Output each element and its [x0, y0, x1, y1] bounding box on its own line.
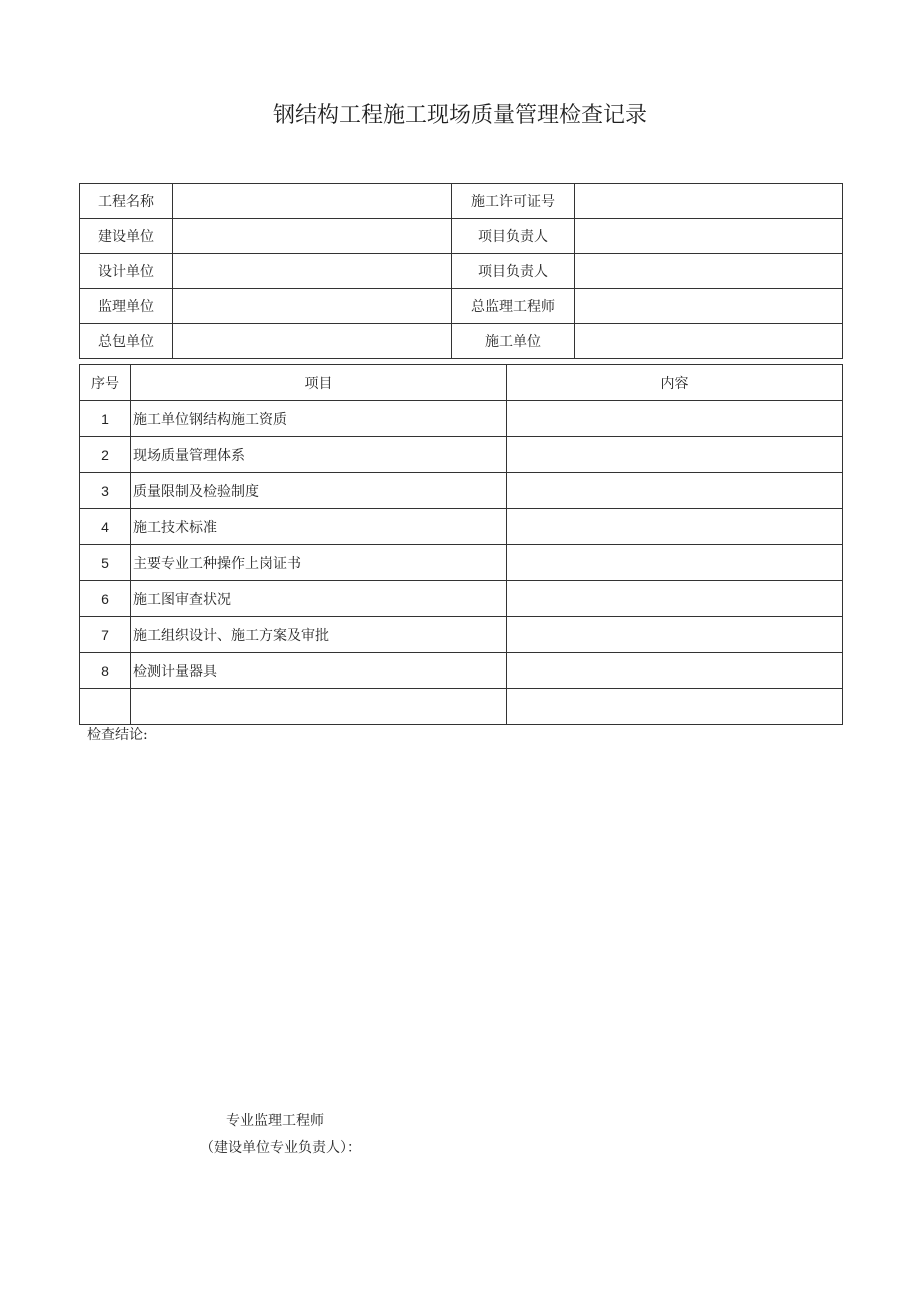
- items-header-row: [80, 365, 843, 401]
- info-value-secondary-field[interactable]: [575, 289, 843, 324]
- info-label-secondary: 施工单位: [452, 324, 575, 359]
- info-label: 设计单位: [80, 254, 173, 289]
- info-label-secondary: 总监理工程师: [452, 289, 575, 324]
- table-row: [80, 437, 843, 473]
- info-value-field[interactable]: [173, 254, 452, 289]
- row-item: 施工组织设计、施工方案及审批: [131, 617, 507, 653]
- table-row: [80, 581, 843, 617]
- row-seq: [80, 689, 131, 725]
- check-items-table: [79, 364, 843, 725]
- info-label: 监理单位: [80, 289, 173, 324]
- row-content-field[interactable]: [507, 473, 843, 509]
- info-label: 总包单位: [80, 324, 173, 359]
- header-seq: 序号: [80, 365, 131, 401]
- info-label: 工程名称: [80, 184, 173, 219]
- info-value-secondary-field[interactable]: [575, 324, 843, 359]
- info-value-secondary-field[interactable]: [575, 254, 843, 289]
- table-row: [80, 689, 843, 725]
- project-info-table: [79, 183, 843, 359]
- info-label: 建设单位: [80, 219, 173, 254]
- info-label-secondary: 项目负责人: [452, 219, 575, 254]
- row-seq: 5: [80, 545, 131, 581]
- info-value-field[interactable]: [173, 219, 452, 254]
- row-seq: 6: [80, 581, 131, 617]
- row-item: 现场质量管理体系: [131, 437, 507, 473]
- row-seq: 2: [80, 437, 131, 473]
- row-content-field[interactable]: [507, 401, 843, 437]
- signature-title: 专业监理工程师: [226, 1113, 324, 1129]
- signature-subtitle: （建设单位专业负责人）：: [200, 1140, 361, 1156]
- info-row: [80, 184, 843, 219]
- conclusion-label: 检查结论:: [87, 727, 148, 743]
- row-seq: 7: [80, 617, 131, 653]
- row-item: 施工单位钢结构施工资质: [131, 401, 507, 437]
- row-item: 质量限制及检验制度: [131, 473, 507, 509]
- info-value-secondary-field[interactable]: [575, 184, 843, 219]
- info-value-field[interactable]: [173, 289, 452, 324]
- info-label-secondary: 项目负责人: [452, 254, 575, 289]
- row-content-field[interactable]: [507, 689, 843, 725]
- info-row: [80, 324, 843, 359]
- info-label-secondary: 施工许可证号: [452, 184, 575, 219]
- row-content-field[interactable]: [507, 653, 843, 689]
- row-seq: 8: [80, 653, 131, 689]
- row-content-field[interactable]: [507, 509, 843, 545]
- table-row: [80, 653, 843, 689]
- row-seq: 4: [80, 509, 131, 545]
- info-value-secondary-field[interactable]: [575, 219, 843, 254]
- row-item: 主要专业工种操作上岗证书: [131, 545, 507, 581]
- info-row: [80, 254, 843, 289]
- row-seq: 3: [80, 473, 131, 509]
- row-item: [131, 689, 507, 725]
- info-row: [80, 219, 843, 254]
- info-value-field[interactable]: [173, 324, 452, 359]
- info-value-field[interactable]: [173, 184, 452, 219]
- row-item: 检测计量器具: [131, 653, 507, 689]
- table-row: [80, 545, 843, 581]
- row-content-field[interactable]: [507, 437, 843, 473]
- table-row: [80, 509, 843, 545]
- row-content-field[interactable]: [507, 617, 843, 653]
- table-row: [80, 473, 843, 509]
- row-content-field[interactable]: [507, 581, 843, 617]
- row-item: 施工图审查状况: [131, 581, 507, 617]
- info-row: [80, 289, 843, 324]
- header-content: 内容: [507, 365, 843, 401]
- row-content-field[interactable]: [507, 545, 843, 581]
- table-row: [80, 617, 843, 653]
- row-seq: 1: [80, 401, 131, 437]
- header-item: 项目: [131, 365, 507, 401]
- row-item: 施工技术标准: [131, 509, 507, 545]
- document-title: 钢结构工程施工现场质量管理检查记录: [272, 103, 647, 128]
- table-row: [80, 401, 843, 437]
